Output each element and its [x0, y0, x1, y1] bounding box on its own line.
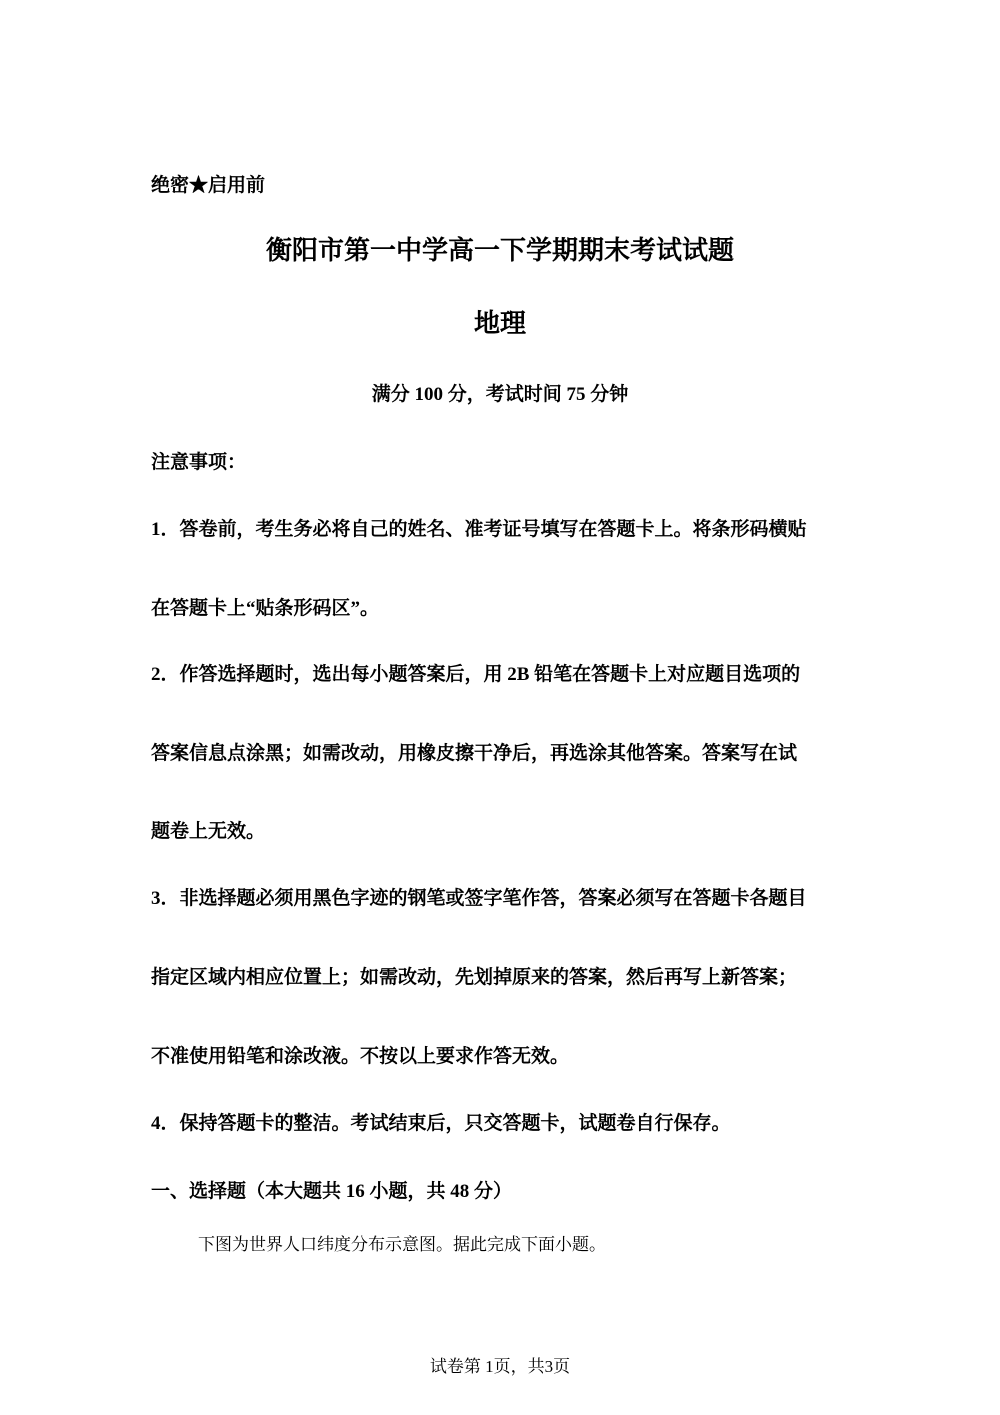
- notice-line: 1．答卷前，考生务必将自己的姓名、准考证号填写在答题卡上。将条形码横贴: [151, 519, 807, 540]
- notice-heading: 注意事项：: [151, 452, 247, 473]
- score-and-time-info: 满分 100 分，考试时间 75 分钟: [371, 384, 629, 405]
- notice-line: 不准使用铅笔和涂改液。不按以上要求作答无效。: [151, 1046, 570, 1067]
- page-footer: 试卷第 1页，共3页: [429, 1357, 571, 1376]
- notice-line: 指定区域内相应位置上；如需改动，先划掉原来的答案，然后再写上新答案；: [151, 967, 798, 988]
- question-intro: 下图为世界人口纬度分布示意图。据此完成下面小题。: [198, 1235, 606, 1254]
- confidential-label: 绝密★启用前: [151, 175, 266, 196]
- section-heading: 一、选择题（本大题共 16 小题，共 48 分）: [151, 1181, 513, 1202]
- notice-line: 题卷上无效。: [151, 821, 266, 842]
- exam-title: 衡阳市第一中学高一下学期期末考试试题: [265, 236, 734, 265]
- notice-line: 2．作答选择题时，选出每小题答案后，用 2B 铅笔在答题卡上对应题目选项的: [151, 664, 801, 685]
- notice-line: 4．保持答题卡的整洁。考试结束后，只交答题卡，试题卷自行保存。: [151, 1113, 731, 1134]
- notice-line: 3．非选择题必须用黑色字迹的钢笔或签字笔作答，答案必须写在答题卡各题目: [151, 888, 807, 909]
- exam-subject: 地理: [473, 309, 526, 338]
- notice-line: 答案信息点涂黑；如需改动，用橡皮擦干净后，再选涂其他答案。答案写在试: [151, 743, 798, 764]
- notice-line: 在答题卡上“贴条形码区”。: [151, 598, 380, 619]
